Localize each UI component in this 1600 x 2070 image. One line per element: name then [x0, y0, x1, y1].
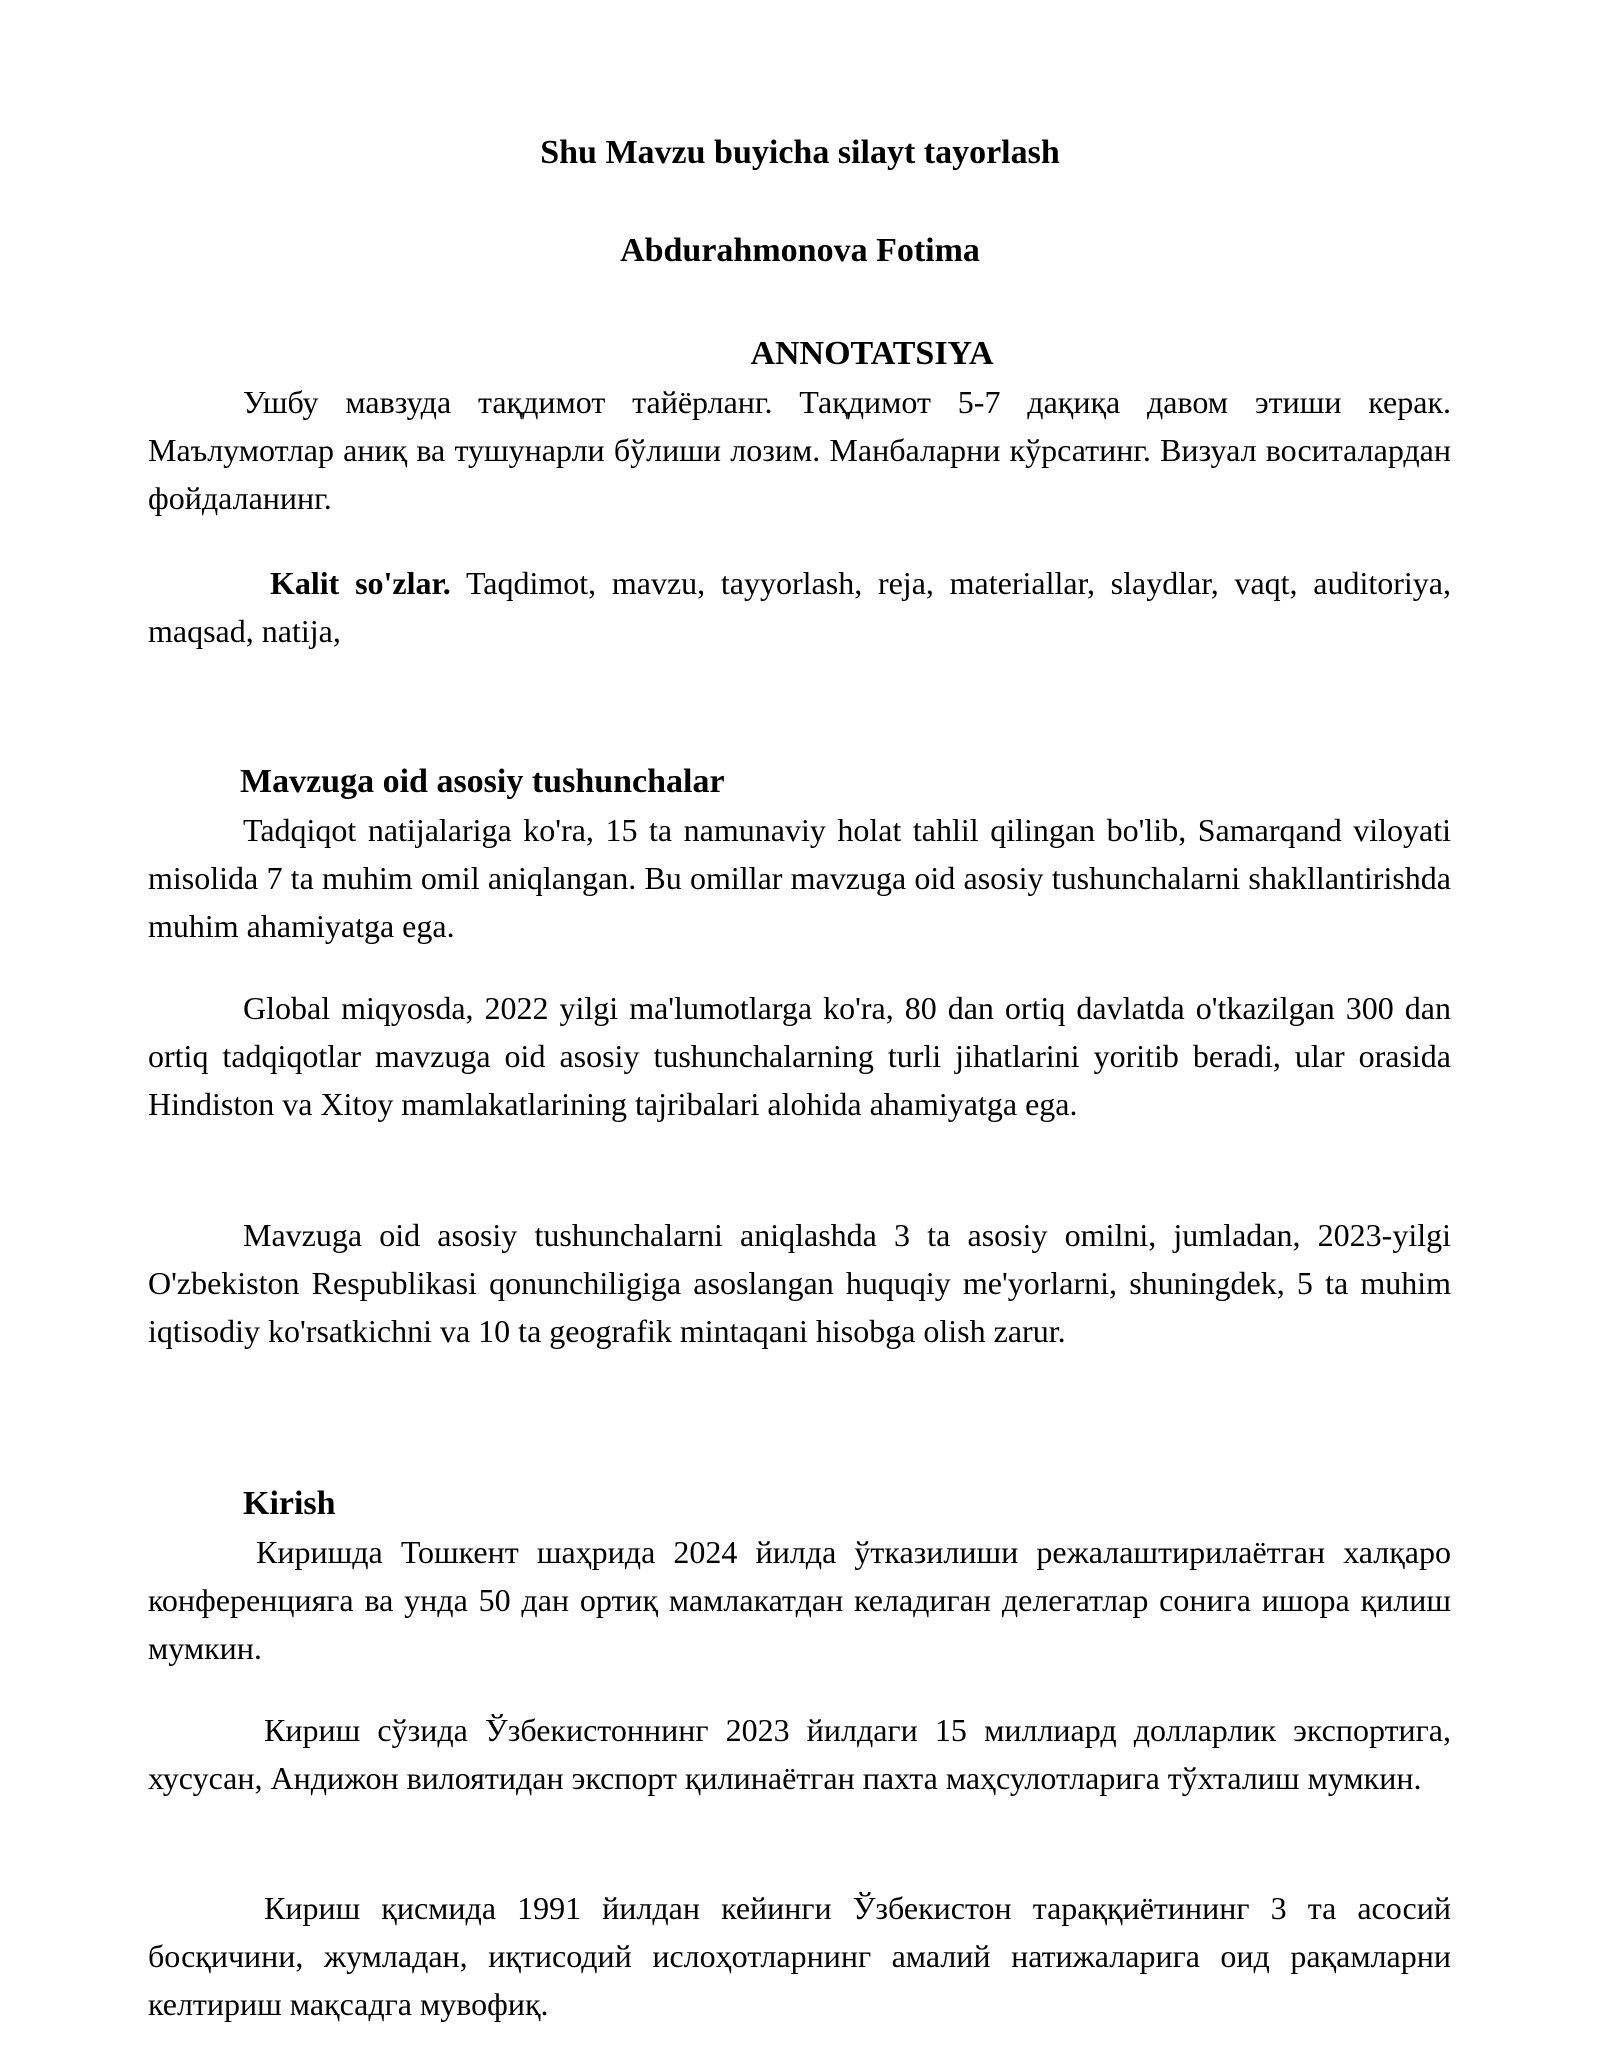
annotation-text: Ушбу мавзуда тақдимот тайёрланг. Тақдимот 5-7 дақиқа давом этиши керак. Маълумотлар аниқ ва тушунарли бўлиши лозим. Манбаларни кўрсатинг. Визуал воситалардан фойдаланинг. [148, 384, 1451, 516]
section-intro-paragraph-2: Кириш сўзида Ўзбекистоннинг 2023 йилдаги 15 миллиард долларлик экспортига, хусусан, Андижон вилоятидан экспорт қилинаётган пахта маҳсулотларига тўхталиш мумкин. [148, 1712, 1451, 1796]
keywords-paragraph [148, 559, 1451, 655]
keywords-label: Kalit so'zlar. [270, 565, 451, 601]
section-concepts-paragraph-2: Global miqyosda, 2022 yilgi ma'lumotlarga ko'ra, 80 dan ortiq davlatda o'tkazilgan 300 dan ortiq tadqiqotlar mavzuga oid asosiy tushunchalarning turli jihatlarini yoritib beradi, ular orasida Hindiston va Xitoy mamlakatlarining tajribalari alohida ahamiyatga ega. [148, 990, 1451, 1122]
section-intro-paragraph-3: Кириш қисмида 1991 йилдан кейинги Ўзбекистон тараққиётининг 3 та асосий босқичини, жумладан, иқтисодий ислоҳотларнинг амалий натижаларига оид рақамларни келтириш мақсадга мувофиқ. [148, 1890, 1451, 2022]
section-concepts-paragraph-3: Mavzuga oid asosiy tushunchalarni aniqlashda 3 ta asosiy omilni, jumladan, 2023-yilgi O'zbekiston Respublikasi qonunchiligiga asoslangan huquqiy me'yorlarni, shuningdek, 5 ta muhim iqtisodiy ko'rsatkichni va 10 ta geografik mintaqani hisobga olish zarur. [148, 1217, 1451, 1349]
document-title: Shu Mavzu buyicha silayt tayorlash [540, 134, 1060, 171]
section-intro-paragraph-1: Киришда Тошкент шаҳрида 2024 йилда ўтказилиши режалаштирилаётган халқаро конференцияга ва унда 50 дан ортиқ мамлакатдан келадиган делегатлар сонига ишора қилиш мумкин. [148, 1534, 1451, 1666]
section-heading-concepts: Mavzuga oid asosiy tushunchalar [240, 763, 725, 800]
document-author: Abdurahmonova Fotima [620, 232, 980, 269]
section-concepts-paragraph-1: Tadqiqot natijalariga ko'ra, 15 ta namunaviy holat tahlil qilingan bo'lib, Samarqand viloyati misolida 7 ta muhim omil aniqlangan. Bu omillar mavzuga oid asosiy tushunchalarni shakllantirishda muhim ahamiyatga ega. [148, 812, 1451, 944]
section-heading-introduction: Kirish [243, 1485, 336, 1522]
keywords-text: Taqdimot, mavzu, tayyorlash, reja, materiallar, slaydlar, vaqt, auditoriya, maqsad, natija, [148, 565, 1452, 649]
annotation-heading: ANNOTATSIYA [750, 335, 994, 372]
